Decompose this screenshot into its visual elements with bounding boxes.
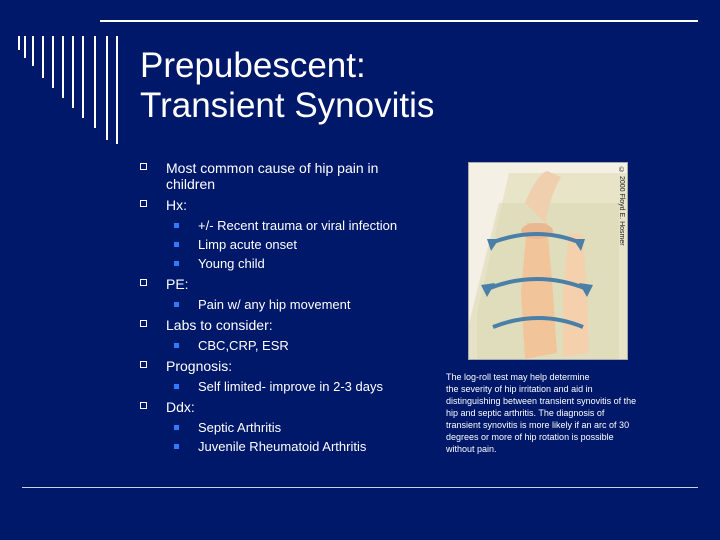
sub-bullet-list: [166, 420, 415, 454]
bullet-list: [140, 160, 415, 459]
sub-bullet-list: [166, 218, 415, 271]
bullet-item: PE: Pain w/ any hip movement: [140, 276, 415, 312]
caption-line: hip and septic arthritis. The diagnosis of: [446, 408, 605, 418]
filled-square-bullet-icon: [174, 343, 179, 348]
hollow-square-bullet-icon: [140, 200, 147, 207]
caption-line: distinguishing between transient synovitis of the: [446, 396, 637, 406]
caption-line: The log-roll test may help determine: [446, 372, 590, 382]
hollow-square-bullet-icon: [140, 361, 147, 368]
slide-title: [140, 46, 700, 126]
filled-square-bullet-icon: [174, 384, 179, 389]
sub-bullet-list: [166, 297, 415, 312]
filled-square-bullet-icon: [174, 302, 179, 307]
sub-bullet-item: Juvenile Rheumatoid Arthritis: [166, 439, 415, 454]
log-roll-illustration: [468, 162, 628, 360]
sub-bullet-item: Young child: [166, 256, 415, 271]
filled-square-bullet-icon: [174, 261, 179, 266]
sub-bullet-list: [166, 338, 415, 353]
sub-bullet-item: Pain w/ any hip movement: [166, 297, 415, 312]
filled-square-bullet-icon: [174, 444, 179, 449]
sub-bullet-item: Self limited- improve in 2-3 days: [166, 379, 415, 394]
sub-bullet-item: CBC,CRP, ESR: [166, 338, 415, 353]
decorative-bars: [18, 36, 118, 146]
top-rule: [100, 20, 698, 22]
figure-caption: [446, 371, 661, 455]
hollow-square-bullet-icon: [140, 163, 147, 170]
caption-line: without pain.: [446, 444, 497, 454]
photo-credit: © 2000 Floyd E. Hosmer: [618, 167, 625, 246]
bottom-rule: [22, 487, 698, 488]
title-line-2: Transient Synovitis: [140, 86, 435, 125]
bullet-item: Most common cause of hip pain in children: [140, 160, 415, 192]
title-line-1: Prepubescent:: [140, 46, 366, 85]
sub-bullet-list: [166, 379, 415, 394]
caption-line: degrees or more of hip rotation is possible: [446, 432, 614, 442]
caption-line: the severity of hip irritation and aid in: [446, 384, 593, 394]
sub-bullet-item: Septic Arthritis: [166, 420, 415, 435]
sub-bullet-item: +/- Recent trauma or viral infection: [166, 218, 415, 233]
hollow-square-bullet-icon: [140, 320, 147, 327]
filled-square-bullet-icon: [174, 223, 179, 228]
bullet-item: Labs to consider: CBC,CRP, ESR: [140, 317, 415, 353]
bullet-item: Prognosis: Self limited- improve in 2-3 days: [140, 358, 415, 394]
sub-bullet-item: Limp acute onset: [166, 237, 415, 252]
filled-square-bullet-icon: [174, 425, 179, 430]
hollow-square-bullet-icon: [140, 402, 147, 409]
filled-square-bullet-icon: [174, 242, 179, 247]
bullet-item: Ddx: Septic Arthritis Juvenile Rheumatoid Arthritis: [140, 399, 415, 454]
hollow-square-bullet-icon: [140, 279, 147, 286]
bullet-item: Hx: +/- Recent trauma or viral infection Limp acute onset Young child: [140, 197, 415, 271]
leg-illustration: [469, 163, 628, 360]
caption-line: transient synovitis is more likely if an arc of 30: [446, 420, 630, 430]
